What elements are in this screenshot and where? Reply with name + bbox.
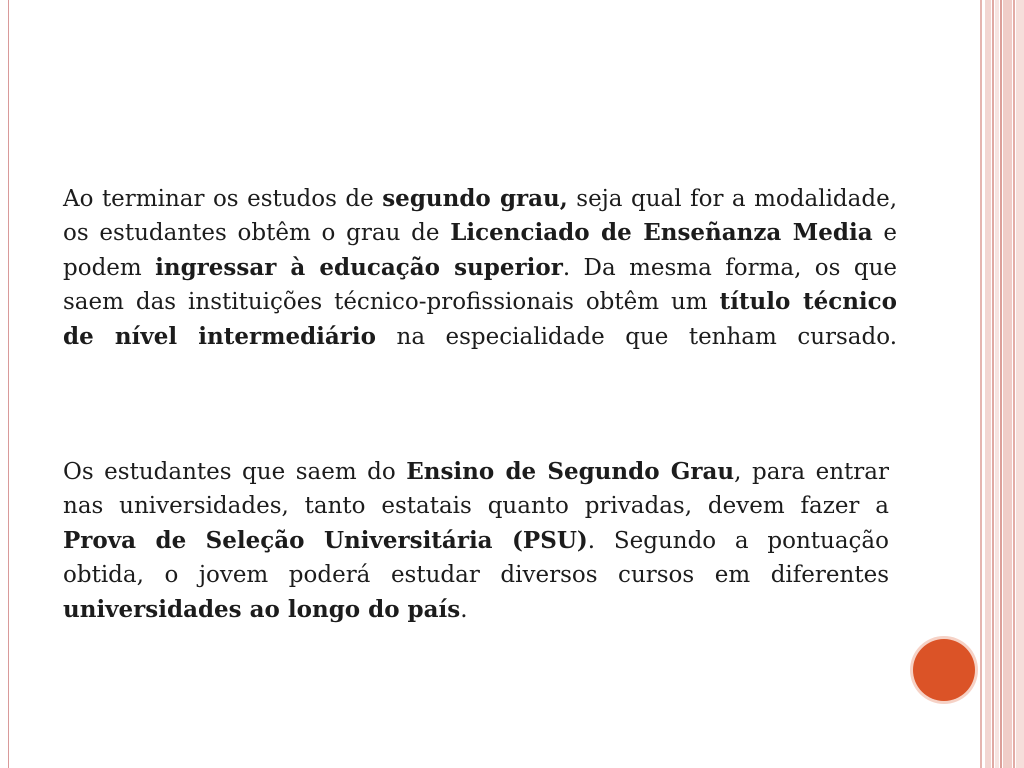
bold-term: Prova de Seleção Universitária (PSU)	[63, 526, 588, 554]
bold-term: título técnico de nível intermediário	[63, 288, 898, 350]
bold-term: segundo grau,	[382, 185, 568, 212]
left-border-line	[8, 0, 9, 768]
right-stripe	[985, 0, 991, 768]
right-stripe	[995, 0, 999, 768]
text: seja qual for a modalidade, os estudantes obtêm o grau de	[63, 186, 898, 247]
text: . Da mesma forma, os que saem das instituições técnico-profissionais obtêm um	[63, 254, 897, 316]
text: . Segundo a pontuação obtida, o jovem poderá estudar diversos cursos em diferentes	[63, 527, 889, 589]
bold-term: Licenciado de Enseñanza Media	[450, 219, 873, 247]
decorative-circle	[913, 639, 975, 701]
right-stripe	[992, 0, 994, 768]
paragraph-secondary-education	[63, 182, 897, 354]
text: , para entrar nas universidades, tanto estatais quanto privadas, devem fazer a	[63, 459, 889, 520]
bold-term: Ensino de Segundo Grau	[406, 458, 735, 485]
text: na especialidade que tenham cursado.	[376, 323, 898, 350]
right-stripe	[980, 0, 982, 768]
right-stripe	[1000, 0, 1002, 768]
right-stripe	[1013, 0, 1015, 768]
text: e podem	[63, 220, 897, 281]
text: Os estudantes que saem do	[63, 459, 407, 485]
bold-term: ingressar à educação superior	[155, 253, 563, 281]
bold-term: universidades ao longo do país	[63, 595, 461, 623]
text: .	[460, 596, 468, 623]
right-stripe	[1003, 0, 1012, 768]
text: Ao terminar os estudos de	[63, 186, 383, 212]
right-stripe	[1016, 0, 1024, 768]
paragraph-university-admission	[63, 455, 889, 627]
